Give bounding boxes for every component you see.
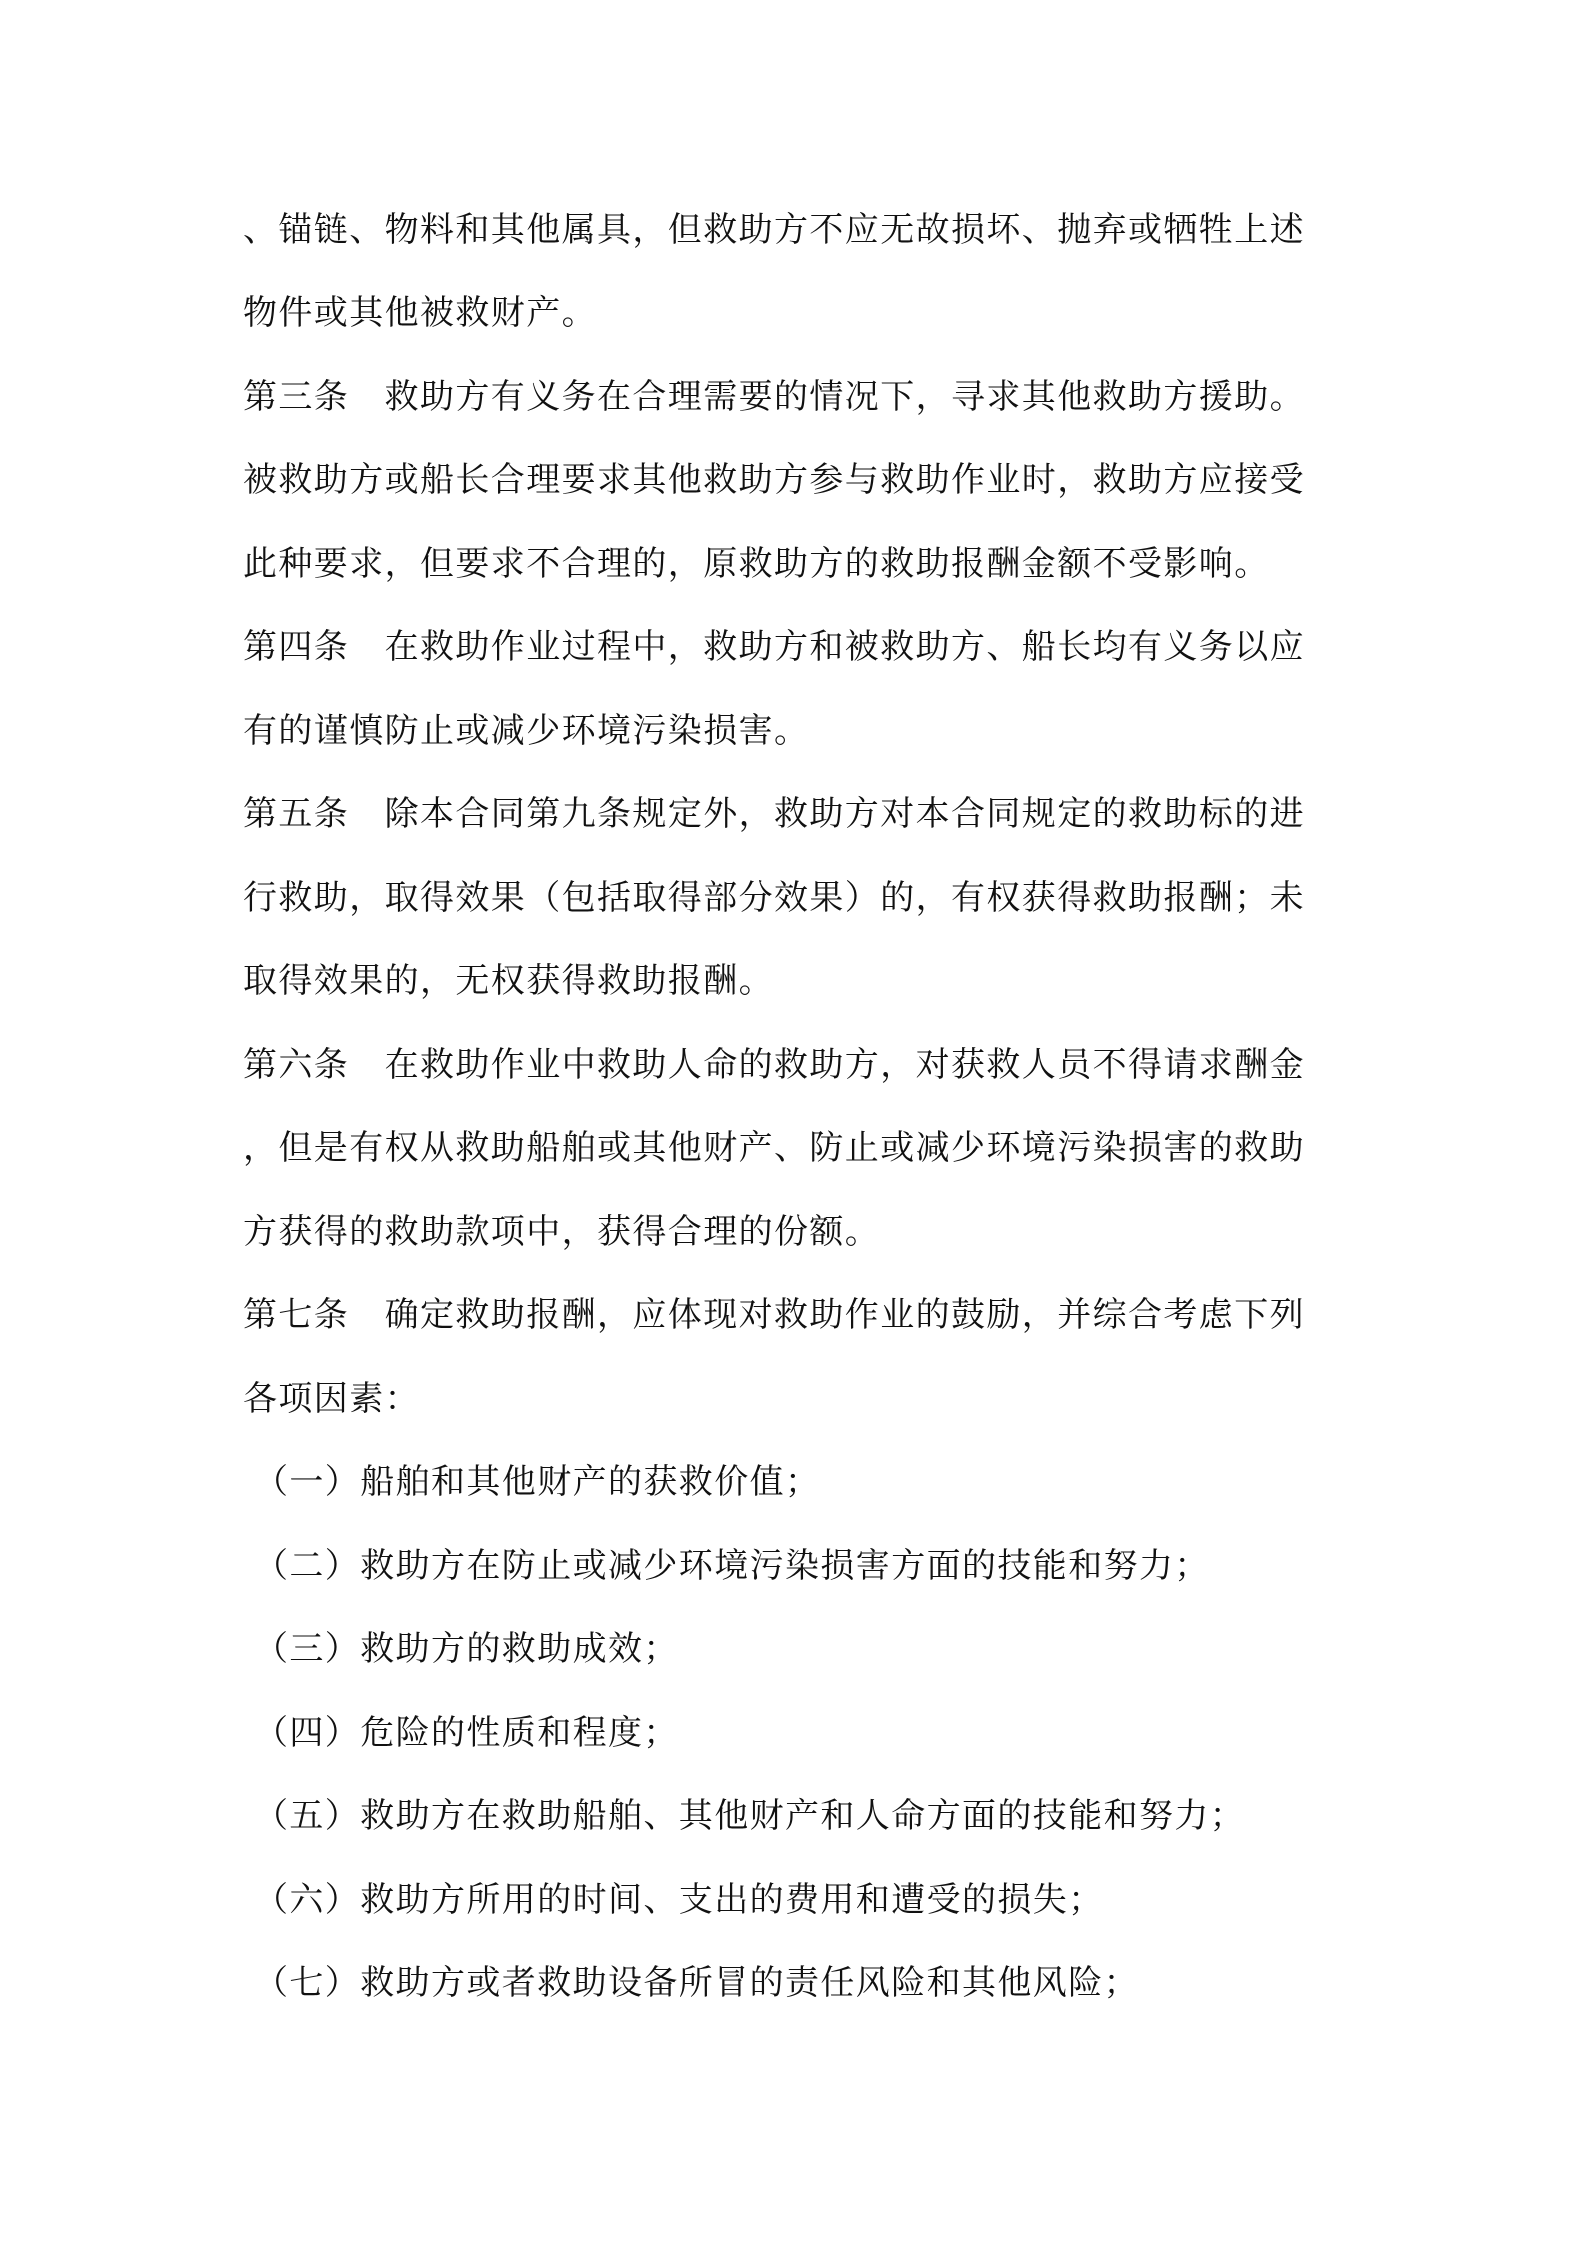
text-line: 行救助，取得效果（包括取得部分效果）的，有权获得救助报酬；未 xyxy=(243,878,1305,918)
text-line: 取得效果的，无权获得救助报酬。 xyxy=(243,961,774,1001)
list-item: （五）救助方在救助船舶、其他财产和人命方面的技能和努力； xyxy=(254,1796,1246,1836)
list-item: （六）救助方所用的时间、支出的费用和遭受的损失； xyxy=(254,1880,1104,1920)
text-line: 各项因素： xyxy=(243,1379,420,1419)
list-item: （三）救助方的救助成效； xyxy=(254,1629,679,1669)
text-line: 有的谨慎防止或减少环境污染损害。 xyxy=(243,711,810,751)
text-line: 、锚链、物料和其他属具，但救助方不应无故损坏、抛弃或牺牲上述 xyxy=(243,210,1305,250)
article-3-line: 第三条 救助方有义务在合理需要的情况下，寻求其他救助方援助。 xyxy=(243,377,1305,417)
text-line: 方获得的救助款项中，获得合理的份额。 xyxy=(243,1212,881,1252)
list-item: （七）救助方或者救助设备所冒的责任风险和其他风险； xyxy=(254,1963,1139,2003)
article-5-line: 第五条 除本合同第九条规定外，救助方对本合同规定的救助标的进 xyxy=(243,794,1305,834)
article-7-line: 第七条 确定救助报酬，应体现对救助作业的鼓励，并综合考虑下列 xyxy=(243,1295,1305,1335)
article-6-line: 第六条 在救助作业中救助人命的救助方，对获救人员不得请求酬金 xyxy=(243,1045,1305,1085)
list-item: （一）船舶和其他财产的获救价值； xyxy=(254,1462,821,1502)
text-line: ，但是有权从救助船舶或其他财产、防止或减少环境污染损害的救助 xyxy=(243,1128,1305,1168)
list-item: （四）危险的性质和程度； xyxy=(254,1713,679,1753)
text-line: 此种要求，但要求不合理的，原救助方的救助报酬金额不受影响。 xyxy=(243,544,1270,584)
text-line: 物件或其他被救财产。 xyxy=(243,293,597,333)
text-line: 被救助方或船长合理要求其他救助方参与救助作业时，救助方应接受 xyxy=(243,460,1305,500)
article-4-line: 第四条 在救助作业过程中，救助方和被救助方、船长均有义务以应 xyxy=(243,627,1305,667)
list-item: （二）救助方在防止或减少环境污染损害方面的技能和努力； xyxy=(254,1546,1210,1586)
